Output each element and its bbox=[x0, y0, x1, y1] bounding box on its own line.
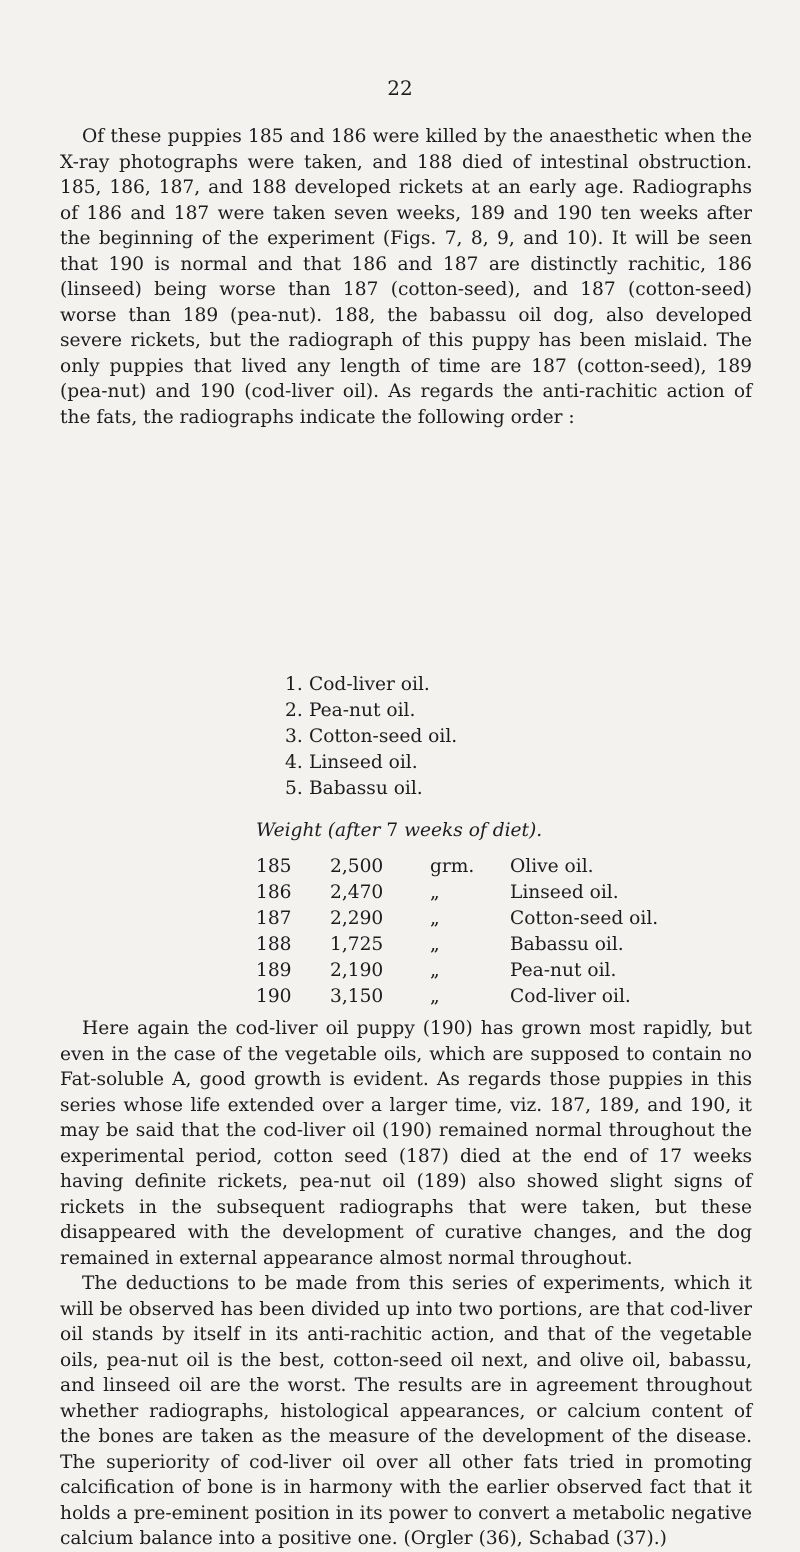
puppy-id: 185 bbox=[256, 856, 292, 877]
weight-value: 2,470 bbox=[330, 882, 384, 903]
list-item bbox=[285, 724, 457, 750]
list-number: 1. bbox=[285, 674, 303, 695]
caption-part: Weight (after bbox=[256, 820, 387, 841]
list-text: Babassu oil. bbox=[309, 778, 423, 799]
list-number: 3. bbox=[285, 726, 303, 747]
table-row bbox=[256, 854, 710, 880]
list-item bbox=[285, 776, 457, 802]
oil-type: Cotton-seed oil. bbox=[510, 908, 659, 929]
list-text: Linseed oil. bbox=[309, 752, 418, 773]
oil-type: Pea-nut oil. bbox=[510, 960, 617, 981]
list-number: 2. bbox=[285, 700, 303, 721]
weight-value: 2,190 bbox=[330, 960, 384, 981]
weight-unit: „ bbox=[430, 960, 440, 981]
weight-unit: „ bbox=[430, 882, 440, 903]
puppy-id: 190 bbox=[256, 986, 292, 1007]
puppy-id: 188 bbox=[256, 934, 292, 955]
weight-unit: grm. bbox=[430, 856, 475, 877]
weight-cell bbox=[330, 854, 510, 880]
weight-cell bbox=[330, 932, 510, 958]
table-row bbox=[256, 984, 710, 1010]
list-number: 4. bbox=[285, 752, 303, 773]
weight-cell bbox=[330, 984, 510, 1010]
list-text: Cotton-seed oil. bbox=[309, 726, 458, 747]
table-caption bbox=[256, 820, 542, 841]
weight-value: 2,290 bbox=[330, 908, 384, 929]
weight-unit: „ bbox=[430, 908, 440, 929]
weight-unit: „ bbox=[430, 934, 440, 955]
list-number: 5. bbox=[285, 778, 303, 799]
oil-type: Olive oil. bbox=[510, 856, 594, 877]
weight-table bbox=[256, 854, 710, 1010]
order-list bbox=[285, 672, 457, 802]
oil-type: Linseed oil. bbox=[510, 882, 619, 903]
list-item bbox=[285, 698, 457, 724]
paragraph-text: The deductions to be made from this series of experiments, which it will be observed has been divided up into two portions, are that cod-liver oil stands by itself in its anti-rachitic action, and that of the vegetable oils, pea-nut oil is the best, cotton-seed oil next, and olive oil, babassu, and linseed oil are the worst. The results are in agreement throughout whether radiographs, histological appearances, or calcium content of the bones are taken as the measure of the development of the disease. The superiority of cod-liver oil over all other fats tried in promoting calcification of bone is in harmony with the earlier observed fact that it holds a pre-eminent position in its power to convert a metabolic negative calcium balance into a positive one. (Orgler (36), Schabad (37).) bbox=[60, 1273, 752, 1549]
weight-cell bbox=[330, 958, 510, 984]
table-row bbox=[256, 880, 710, 906]
oil-type: Babassu oil. bbox=[510, 934, 624, 955]
paragraph-text: Here again the cod-liver oil puppy (190) has grown most rapidly, but even in the case of the vegetable oils, which are supposed to contain no Fat-soluble A, good growth is evident. As regards those puppies in this series whose life extended over a larger time, viz. 187, 189, and 190, it may be said that the cod-liver oil (190) remained normal throughout the experimental period, cotton seed (187) died at the end of 17 weeks having definite rickets, pea-nut oil (189) also showed slight signs of rickets in the subsequent radiographs that were taken, but these disappeared with the development of curative changes, and the dog remained in external appearance almost normal throughout. bbox=[60, 1018, 752, 1269]
list-item bbox=[285, 750, 457, 776]
puppy-id: 186 bbox=[256, 882, 292, 903]
paragraph-results bbox=[60, 1016, 752, 1552]
puppy-id: 189 bbox=[256, 960, 292, 981]
page-number: 22 bbox=[387, 76, 413, 100]
caption-number: 7 bbox=[386, 820, 399, 841]
table-row bbox=[256, 906, 710, 932]
list-text: Cod-liver oil. bbox=[309, 674, 430, 695]
list-item bbox=[285, 672, 457, 698]
oil-type: Cod-liver oil. bbox=[510, 986, 631, 1007]
paragraph-text: Of these puppies 185 and 186 were killed by the anaesthetic when the X-ray photographs were taken, and 188 died of intestinal obstruction. 185, 186, 187, and 188 developed rickets at an early age. Radiographs of 186 and 187 were taken seven weeks, 189 and 190 ten weeks after the beginning of the experiment (Figs. 7, 8, 9, and 10). It will be seen that 190 is normal and that 186 and 187 are distinctly rachitic, 186 (linseed) being worse than 187 (cotton-seed), and 187 (cotton-seed) worse than 189 (pea-nut). 188, the babassu oil dog, also developed severe rickets, but the radiograph of this puppy has been mislaid. The only puppies that lived any length of time are 187 (cotton-seed), 189 (pea-nut) and 190 (cod-liver oil). As regards the anti-rachitic action of the fats, the radiographs indicate the following order : bbox=[60, 126, 752, 428]
table-row bbox=[256, 958, 710, 984]
weight-value: 1,725 bbox=[330, 934, 384, 955]
weight-value: 2,500 bbox=[330, 856, 384, 877]
paragraph-intro bbox=[60, 124, 752, 430]
caption-part: weeks of diet). bbox=[398, 820, 543, 841]
list-text: Pea-nut oil. bbox=[309, 700, 416, 721]
weight-cell bbox=[330, 880, 510, 906]
puppy-id: 187 bbox=[256, 908, 292, 929]
weight-value: 3,150 bbox=[330, 986, 384, 1007]
weight-cell bbox=[330, 906, 510, 932]
table-row bbox=[256, 932, 710, 958]
weight-unit: „ bbox=[430, 986, 440, 1007]
